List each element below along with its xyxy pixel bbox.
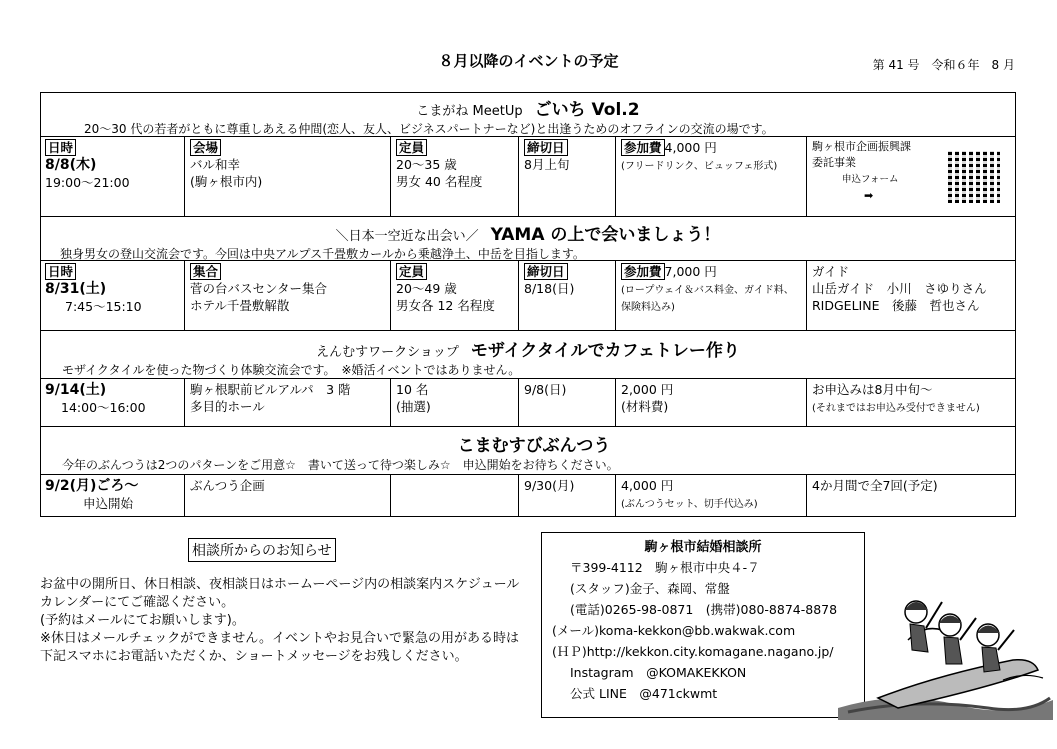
date-cell [40, 379, 184, 426]
event-header [40, 330, 1016, 378]
office-line: 公式 LINE @471ckwmt [570, 686, 718, 701]
deadline-cell [518, 261, 615, 330]
fee-note: (ロープウェイ＆バス料金、ガイド料、保険料込み) [621, 285, 794, 313]
info-note: (それまではお申込み受付できません) [812, 403, 980, 414]
info-line: お申込みは8月中旬～ [812, 382, 933, 397]
office-contact-box [541, 532, 865, 718]
notice-line: お盆中の開所日、休日相談、夜相談日はホームーページ内の相談案内スケジュールカレンダーにてご確認ください。 [40, 577, 520, 610]
info-line: 委託事業 [812, 156, 856, 169]
notice-line: ※休日はメールチェックができません。イベントやお見合いで緊急の用がある時は下記スマホにお電話いただくか、ショートメッセージをお残しください。 [40, 631, 520, 664]
office-staff: (スタッフ)金子、森岡、常盤 [570, 581, 730, 596]
arrow-right-icon: ➡ [864, 189, 874, 202]
event-header [40, 92, 1016, 136]
date-cell [40, 475, 184, 516]
fee-cell [615, 379, 806, 426]
deadline-label: 締切日 [524, 263, 568, 280]
venue-cell [184, 137, 390, 216]
fee-label: 参加費 [621, 139, 665, 156]
event-subtitle: こまがね MeetUp [416, 104, 523, 119]
office-title: 駒ヶ根市結婚相談所 [644, 540, 762, 555]
deadline-value: 9/8(日) [524, 382, 567, 397]
venue-label: 会場 [190, 139, 221, 156]
event-subtitle: ＼日本一空近な出会い／ [335, 229, 479, 244]
capacity-cell [390, 137, 518, 216]
venue-cell [184, 475, 390, 516]
apply-form-label: 申込フォーム [842, 174, 899, 185]
event-details-row [40, 136, 1016, 216]
capacity-count: 男女各 12 名程度 [396, 298, 495, 313]
event-title: ごいち Vol.2 [534, 100, 640, 120]
event-details-row [40, 260, 1016, 330]
capacity-cell [390, 379, 518, 426]
event-description: モザイクタイルを使った物づくり体験交流会です。 ※婚活イベントではありません。 [62, 363, 521, 377]
date-label: 日時 [45, 263, 76, 280]
banana-boat-illustration [838, 580, 1053, 720]
fee-value: 7,000 円 [664, 264, 717, 279]
event-description: 独身男女の登山交流会です。今回は中央アルプス千畳敷カールから乗越浄土、中岳を目指します。 [60, 247, 585, 261]
fee-value: 4,000 円 [621, 478, 674, 493]
page-title: ８月以降のイベントの予定 [438, 52, 619, 70]
fee-cell [615, 261, 806, 330]
event-title: モザイクタイルでカフェトレー作り [470, 341, 740, 361]
event-time: 14:00～16:00 [61, 400, 146, 415]
capacity-label: 定員 [396, 139, 427, 156]
date-cell [40, 261, 184, 330]
deadline-cell [518, 379, 615, 426]
venue-name: 菅の台バスセンター集合 [190, 281, 328, 296]
capacity-note: (抽選) [396, 399, 431, 414]
event-date: 9/2(月)ごろ～ [45, 478, 139, 494]
event-details-row [40, 474, 1016, 516]
deadline-cell [518, 137, 615, 216]
fee-note: (材料費) [621, 399, 669, 414]
office-address: 〒399-4112 駒ヶ根市中央４-７ [570, 560, 760, 575]
venue-cell [184, 261, 390, 330]
event-subtitle: えんむすワークショップ [316, 345, 459, 360]
info-line: ガイド [812, 264, 850, 279]
fee-label: 参加費 [621, 263, 665, 280]
event-header [40, 426, 1016, 474]
capacity-count: 男女 40 名程度 [396, 174, 483, 189]
capacity-count: 10 名 [396, 382, 429, 397]
venue-label: 集合 [190, 263, 221, 280]
deadline-value: 8月上旬 [524, 157, 570, 172]
venue-name: 駒ヶ根駅前ビルアルパ 3 階 [190, 382, 351, 397]
notice-body [40, 576, 520, 666]
capacity-label: 定員 [396, 263, 427, 280]
office-phone: (電話)0265-98-0871 (携帯)080-8874-8878 [570, 602, 838, 617]
event-description: 今年のぶんつうは2つのパターンをご用意☆ 書いて送って待つ楽しみ☆ 申込開始をお待ちください。 [62, 458, 619, 472]
capacity-cell [390, 261, 518, 330]
event-header [40, 216, 1016, 260]
info-line: 4か月間で全7回(予定) [812, 478, 938, 493]
event-title: こまむすびぶんつう [457, 436, 611, 456]
venue-location: (駒ヶ根市内) [190, 174, 263, 189]
event-time: 申込開始 [83, 496, 134, 511]
event-time: 19:00～21:00 [45, 175, 130, 190]
info-line: 山岳ガイド 小川 さゆりさん [812, 281, 987, 296]
capacity-age: 20～49 歳 [396, 281, 457, 296]
deadline-label: 締切日 [524, 139, 568, 156]
deadline-value: 9/30(月) [524, 478, 575, 493]
fee-cell [615, 475, 806, 516]
fee-note: (フリードリンク、ビュッフェ形式) [621, 161, 778, 172]
office-email-link[interactable]: (メール)koma-kekkon@bb.wakwak.com [552, 623, 796, 638]
venue-cell [184, 379, 390, 426]
deadline-cell [518, 475, 615, 516]
venue-location: ホテル千畳敷解散 [190, 298, 290, 313]
event-date: 8/31(土) [45, 281, 107, 297]
info-line: 駒ヶ根市企画振興課 [812, 140, 911, 153]
issue-number: 第 41 号 令和６年 8 月 [872, 58, 1015, 72]
notice-line: (予約はメールにてお願いします)。 [40, 613, 245, 628]
capacity-age: 20～35 歳 [396, 157, 457, 172]
event-description: 20～30 代の若者がともに尊重しあえる仲間(恋人、友人、ビジネスパートナーなど)と出逢うためのオフラインの交流の場です。 [84, 122, 774, 136]
fee-note: (ぶんつうセット、切手代込み) [621, 499, 758, 510]
event-details-row [40, 378, 1016, 426]
fee-cell [615, 137, 806, 216]
qr-code-icon[interactable] [948, 151, 1000, 203]
date-cell [40, 137, 184, 216]
info-cell [806, 475, 1016, 516]
date-label: 日時 [45, 139, 76, 156]
venue-name: バル和幸 [190, 157, 241, 172]
info-line: RIDGELINE 後藤 哲也さん [812, 298, 980, 313]
info-cell [806, 137, 1016, 216]
info-cell [806, 379, 1016, 426]
event-date: 8/8(木) [45, 157, 97, 173]
venue-location: 多目的ホール [190, 399, 265, 414]
notice-title: 相談所からのお知らせ [188, 538, 336, 562]
event-date: 9/14(土) [45, 382, 107, 398]
event-title: YAMA の上で会いましょう！ [490, 225, 721, 245]
venue-name: ぶんつう企画 [190, 478, 265, 493]
event-time: 7:45～15:10 [65, 299, 142, 314]
fee-value: 4,000 円 [664, 140, 717, 155]
office-instagram: Instagram @KOMAKEKKON [570, 665, 747, 680]
office-website-link[interactable]: (ＨＰ)http://kekkon.city.komagane.nagano.jp/ [552, 644, 834, 659]
deadline-value: 8/18(日) [524, 281, 575, 296]
fee-value: 2,000 円 [621, 382, 674, 397]
capacity-cell [390, 475, 518, 516]
info-cell [806, 261, 1016, 330]
